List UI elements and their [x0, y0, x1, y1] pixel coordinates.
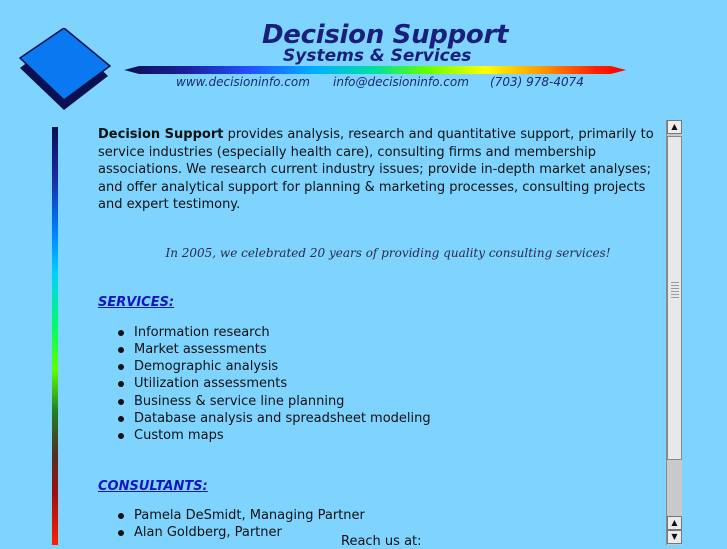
- consultants-heading[interactable]: CONSULTANTS:: [98, 478, 208, 494]
- email-link[interactable]: info@decisioninfo.com: [333, 75, 469, 89]
- site-subtitle: Systems & Services: [283, 46, 472, 66]
- grip-icon: [671, 282, 679, 300]
- intro-paragraph: [98, 126, 658, 214]
- scroll-down-button[interactable]: ▼: [667, 530, 682, 544]
- website-link[interactable]: www.decisioninfo.com: [176, 75, 310, 89]
- vertical-scrollbar[interactable]: [666, 120, 682, 545]
- main-content: [98, 126, 658, 542]
- celebration-note: In 2005, we celebrated 20 years of providing quality consulting services!: [165, 245, 611, 260]
- rainbow-divider-horizontal: [124, 66, 626, 74]
- scroll-up-button[interactable]: ▲: [667, 120, 682, 134]
- scroll-thumb[interactable]: [667, 136, 682, 460]
- intro-text: provides analysis, research and quantitative support, primarily to service industries (especially health care), consulting firms and membership associations. We research current industry issues; provide in-depth market analyses; and offer analytical support for planning & marketing processes, consulting projects and expert testimony.: [98, 127, 654, 212]
- site-title: Decision Support: [262, 20, 509, 50]
- list-item: Market assessments: [98, 341, 658, 358]
- rainbow-divider-vertical: [52, 127, 58, 545]
- company-logo: [16, 28, 116, 114]
- list-item: Utilization assessments: [98, 375, 658, 392]
- services-list: [98, 324, 658, 445]
- list-item: Pamela DeSmidt, Managing Partner: [98, 507, 658, 524]
- phone-number: (703) 978-4074: [490, 75, 584, 89]
- reach-us-label: Reach us at:: [341, 534, 422, 549]
- list-item: Custom maps: [98, 427, 658, 444]
- company-name: Decision Support: [98, 127, 224, 142]
- list-item: Database analysis and spreadsheet modeling: [98, 410, 658, 427]
- list-item: Information research: [98, 324, 658, 341]
- list-item: Demographic analysis: [98, 358, 658, 375]
- scroll-up-button-lower[interactable]: ▲: [667, 516, 682, 530]
- services-heading[interactable]: SERVICES:: [98, 295, 175, 310]
- list-item: Business & service line planning: [98, 393, 658, 410]
- list-item: Alan Goldberg, Partner: [98, 524, 658, 541]
